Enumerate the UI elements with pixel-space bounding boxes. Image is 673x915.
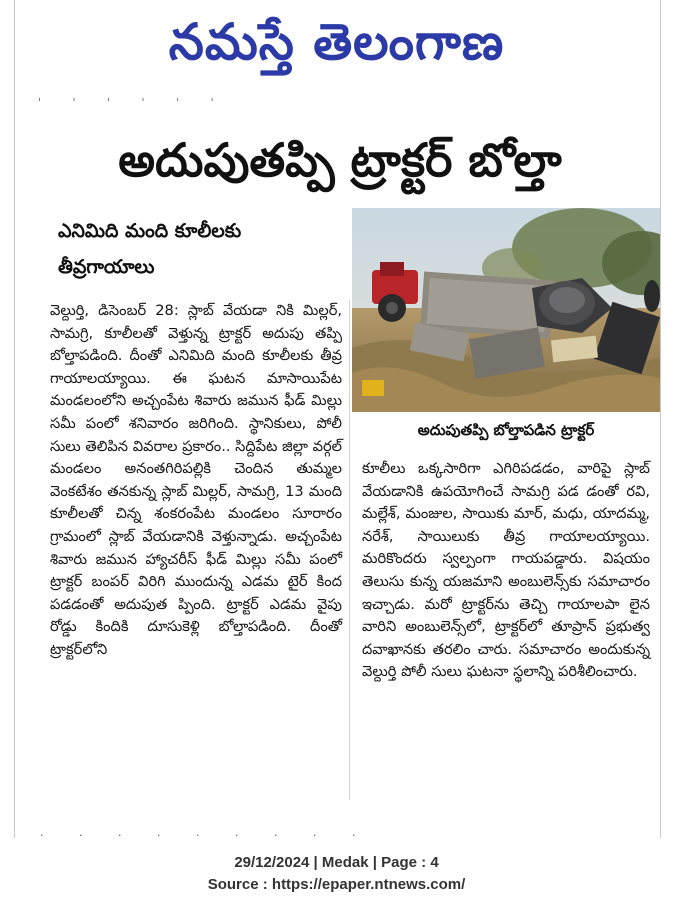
- column-divider: [349, 300, 350, 800]
- article-body-right-column: [362, 458, 650, 684]
- article-body-left-column: [50, 300, 342, 662]
- subhead-line-2: తీవ్రగాయాలు: [58, 256, 155, 278]
- footer-date-edition: 29/12/2024 | Medak | Page : 4: [234, 854, 439, 871]
- article-subheadline: [58, 213, 338, 285]
- body-paragraph: కూలీలు ఒక్కసారిగా ఎగిరిపడడం, వారిపై స్లాబ్ వేయడానికి ఉపయోగించే సామగ్రి పడ డంతో రవి, మల్లేశ్, మంజుల, సాయికు మార్, మధు, యాదమ్మ, నరేశ్, సాయిలుకు తీవ్ర గాయాలయ్యాయి. మరికొందరు స్వల్పంగా గాయపడ్డారు. విషయం తెలుసు కున్న యజమాని అంబులెన్స్‌కు సమాచారం ఇచ్చాడు. మరో ట్రాక్టర్‌ను తెచ్చి గాయాలపా లైన వారిని అంబులెన్స్‌లో, ట్రాక్టర్‌లో తూప్రాన్ ప్రభుత్వ దవాఖానకు తరలిం చారు. సమాచారం అందుకున్న వెల్దుర్తి పోలీ సులు ఘటనా స్థలాన్ని పరిశీలించారు.: [362, 460, 650, 681]
- clipping-footer: [0, 852, 673, 896]
- overturned-tractor-illustration: [352, 208, 660, 412]
- footer-source: Source : https://epaper.ntnews.com/: [207, 876, 466, 893]
- subhead-line-1: ఎనిమిది మంది కూలీలకు: [58, 220, 242, 242]
- photo-caption: అదుపుతప్పి బోల్తాపడిన ట్రాక్టర్: [417, 421, 595, 439]
- body-paragraph: వెల్దుర్తి, డిసెంబర్ 28: స్లాబ్ వేయడా నికి మిల్లర్, సామగ్రి, కూలీలతో వెళ్తున్న ట్రాక్టర్ అదుపు తప్పి బోల్తాపడింది. దీంతో ఎనిమిది మంది కూలీలకు తీవ్ర గాయాలయ్యాయి. ఈ ఘటన మాసాయిపేట మండలంలోని అచ్చంపేట శివారు జమున ఫీడ్ మిల్లు సమీ పంలో శనివారం జరిగింది. స్థానికులు, పోలీ సులు తెలిపిన వివరాల ప్రకారం.. సిద్దిపేట జిల్లా వర్గల్ మండలం అనంతగిరిపల్లికి చెందిన తుమ్మల వెంకటేశం తనకున్న స్లాబ్ మిల్లర్, సామగ్రి, 13 మంది కూలీలతో చిన్న శంకరంపేట మండలం సూరారం గ్రామంలో స్లాబ్ వేయడానికి వెళ్తున్నాడు. అచ్చంపేట శివారు జమున హ్యాచరీస్ ఫీడ్ మిల్లు సమీ పంలో ట్రాక్టర్ బంపర్ విరిగి ముందున్న ఎడమ టైర్ కింద పడడంతో అదుపుత ప్పింది. ట్రాక్టర్ ఎడమ వైపు రోడ్డు కిందికి దూసుకెళ్లి బోల్తాపడింది. దీంతో ట్రాక్టర్‌లోని: [50, 302, 342, 658]
- newspaper-masthead: [0, 2, 673, 82]
- cropped-text-fragment: ' ' ' ' ' ': [38, 96, 228, 108]
- article-headline: అదుపుతప్పి ట్రాక్టర్ బోల్తా: [118, 133, 562, 187]
- masthead-title: నమస్తే తెలంగాణ: [168, 13, 505, 71]
- accident-photo: [352, 208, 660, 412]
- cropped-text-fragment: . . . . . . . . .: [40, 826, 372, 838]
